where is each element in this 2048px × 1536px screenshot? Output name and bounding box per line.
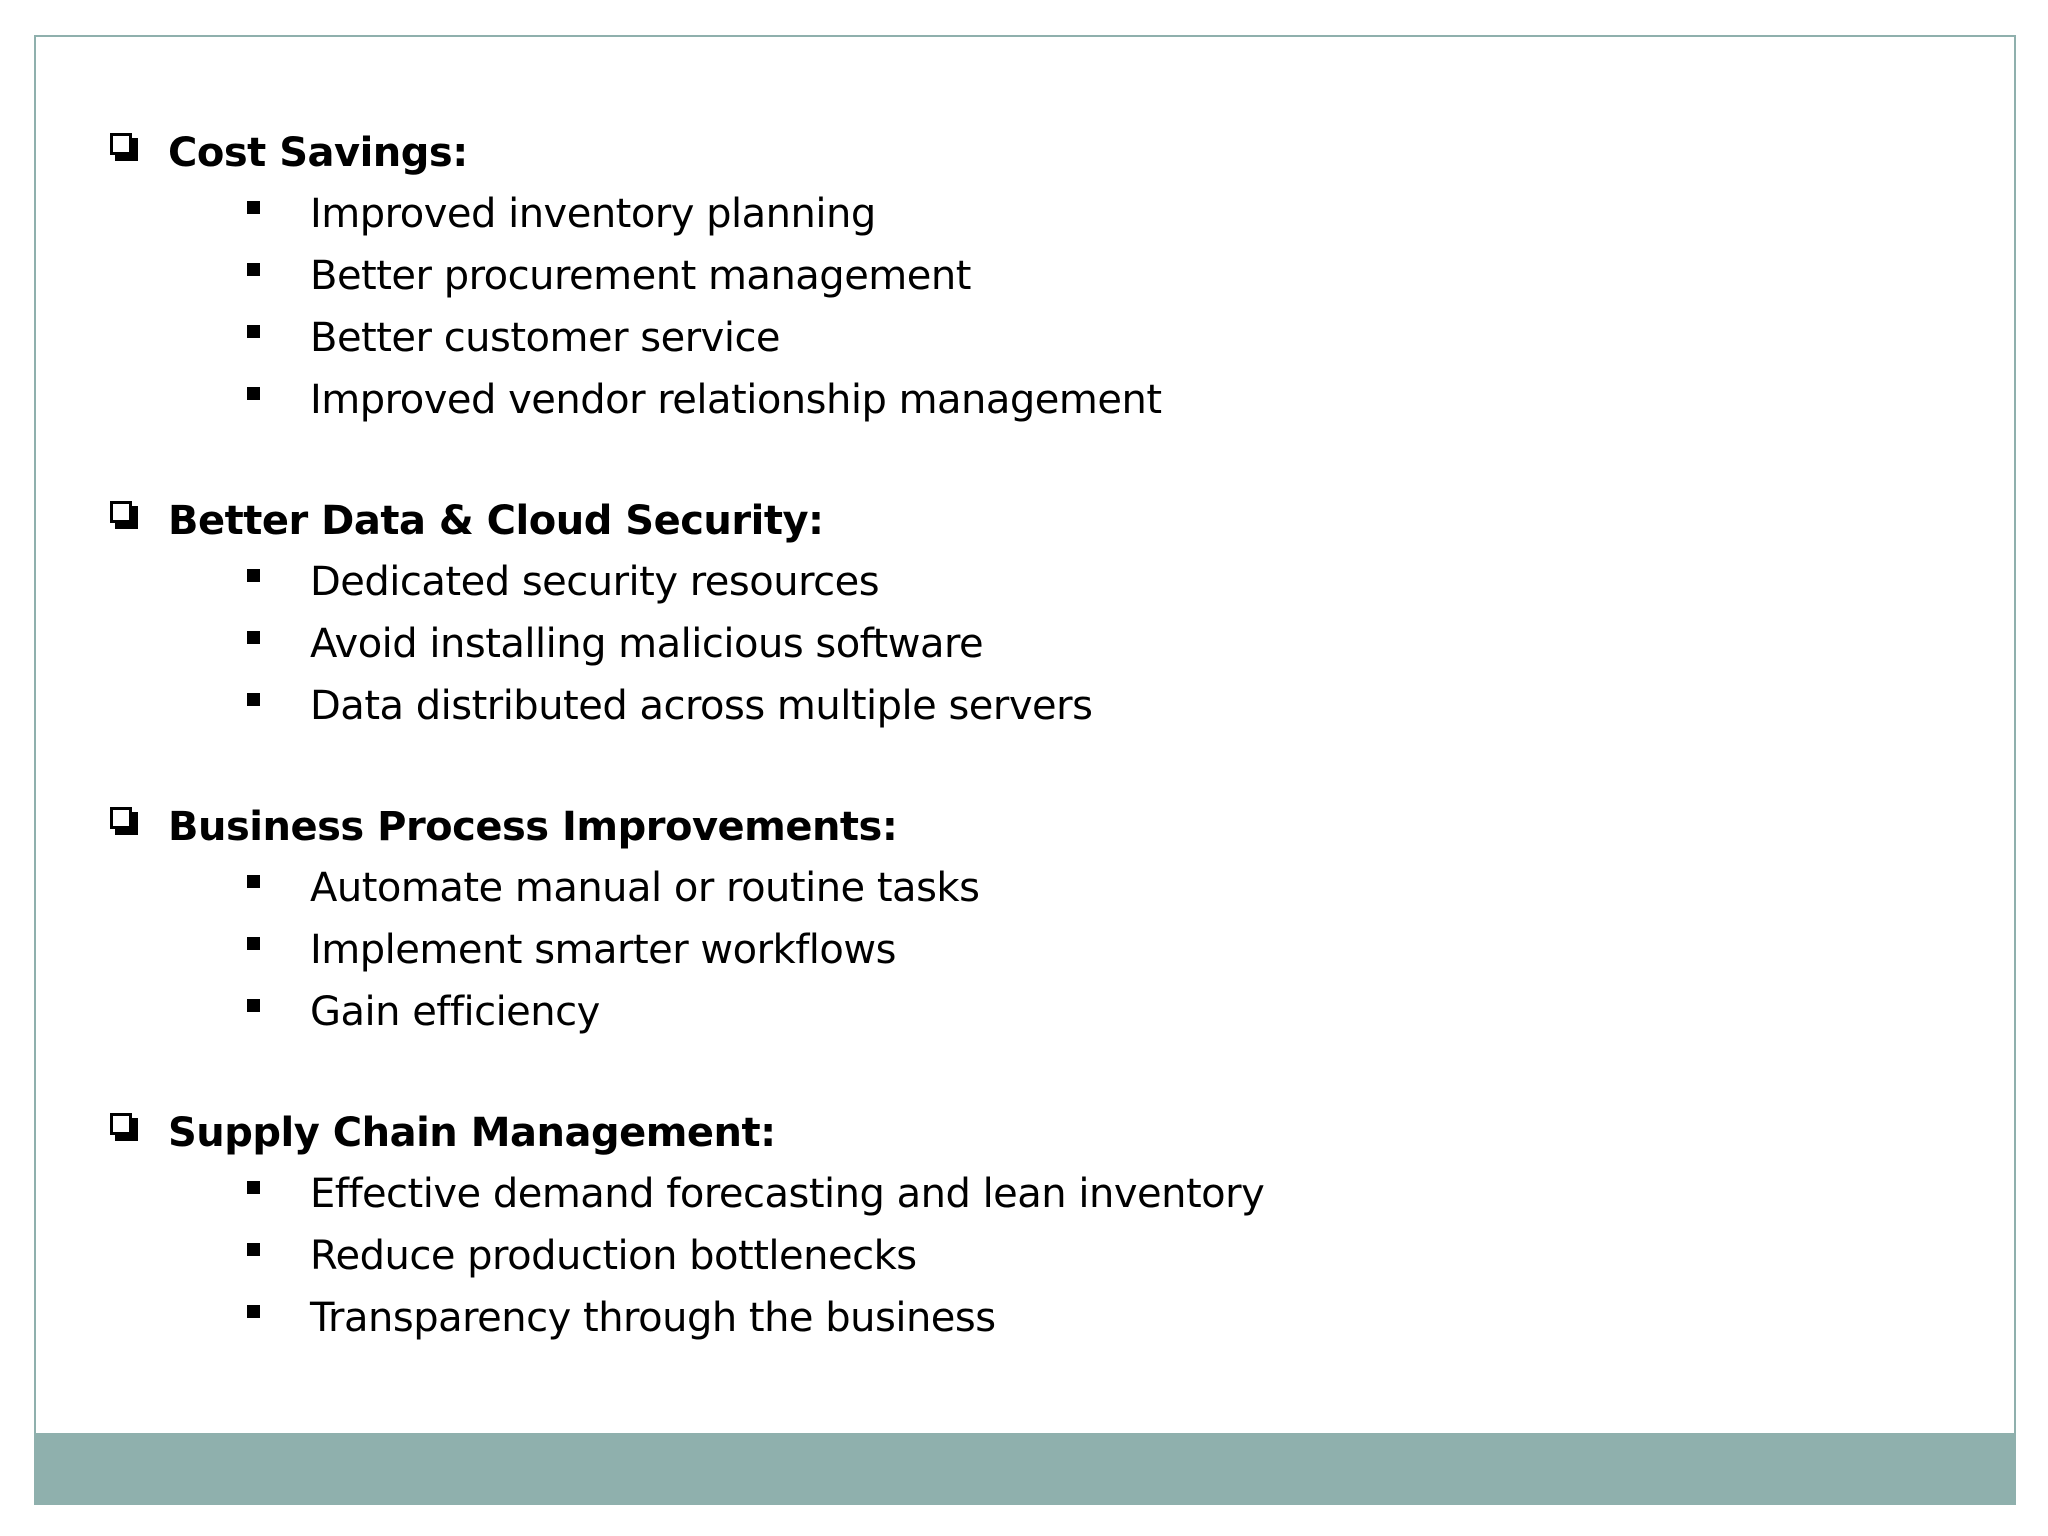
bullet-list bbox=[110, 1163, 1910, 1349]
square-bullet-icon bbox=[247, 201, 260, 214]
list-item bbox=[110, 1225, 1910, 1287]
list-item-text: Implement smarter workflows bbox=[310, 927, 896, 973]
list-item-text: Transparency through the business bbox=[310, 1295, 996, 1341]
section-title: Business Process Improvements: bbox=[168, 804, 898, 850]
list-item-text: Automate manual or routine tasks bbox=[310, 865, 980, 911]
square-bullet-icon bbox=[247, 263, 260, 276]
list-item-text: Improved vendor relationship management bbox=[310, 377, 1162, 423]
list-item bbox=[110, 675, 1910, 737]
checkbox-icon bbox=[110, 807, 140, 837]
list-item bbox=[110, 981, 1910, 1043]
section-header bbox=[110, 797, 1910, 857]
section-header bbox=[110, 123, 1910, 183]
square-bullet-icon bbox=[247, 937, 260, 950]
list-item-text: Better procurement management bbox=[310, 253, 971, 299]
square-bullet-icon bbox=[247, 875, 260, 888]
bullet-list bbox=[110, 183, 1910, 431]
square-bullet-icon bbox=[247, 999, 260, 1012]
section-cost-savings bbox=[110, 123, 1910, 431]
list-item bbox=[110, 307, 1910, 369]
section-business-process bbox=[110, 797, 1910, 1043]
list-item bbox=[110, 551, 1910, 613]
list-item-text: Effective demand forecasting and lean inventory bbox=[310, 1171, 1265, 1217]
square-bullet-icon bbox=[247, 1243, 260, 1256]
list-item-text: Reduce production bottlenecks bbox=[310, 1233, 917, 1279]
list-item bbox=[110, 613, 1910, 675]
square-bullet-icon bbox=[247, 631, 260, 644]
slide bbox=[34, 35, 2016, 1505]
footer-band bbox=[36, 1433, 2014, 1503]
section-title: Supply Chain Management: bbox=[168, 1110, 776, 1156]
list-item bbox=[110, 183, 1910, 245]
list-item bbox=[110, 919, 1910, 981]
section-supply-chain bbox=[110, 1103, 1910, 1349]
list-item bbox=[110, 369, 1910, 431]
list-item bbox=[110, 245, 1910, 307]
list-item-text: Improved inventory planning bbox=[310, 191, 876, 237]
section-header bbox=[110, 491, 1910, 551]
list-item bbox=[110, 1287, 1910, 1349]
checkbox-icon bbox=[110, 1113, 140, 1143]
square-bullet-icon bbox=[247, 1181, 260, 1194]
square-bullet-icon bbox=[247, 325, 260, 338]
bullet-list bbox=[110, 551, 1910, 737]
section-title: Better Data & Cloud Security: bbox=[168, 498, 824, 544]
square-bullet-icon bbox=[247, 693, 260, 706]
list-item-text: Gain efficiency bbox=[310, 989, 600, 1035]
section-header bbox=[110, 1103, 1910, 1163]
checkbox-icon bbox=[110, 501, 140, 531]
list-item bbox=[110, 1163, 1910, 1225]
list-item-text: Dedicated security resources bbox=[310, 559, 880, 605]
list-item-text: Avoid installing malicious software bbox=[310, 621, 984, 667]
list-item-text: Data distributed across multiple servers bbox=[310, 683, 1093, 729]
section-data-security bbox=[110, 491, 1910, 737]
list-item-text: Better customer service bbox=[310, 315, 781, 361]
bullet-list bbox=[110, 857, 1910, 1043]
square-bullet-icon bbox=[247, 1305, 260, 1318]
section-title: Cost Savings: bbox=[168, 130, 468, 176]
checkbox-icon bbox=[110, 133, 140, 163]
slide-content bbox=[110, 123, 1910, 1409]
square-bullet-icon bbox=[247, 569, 260, 582]
square-bullet-icon bbox=[247, 387, 260, 400]
list-item bbox=[110, 857, 1910, 919]
